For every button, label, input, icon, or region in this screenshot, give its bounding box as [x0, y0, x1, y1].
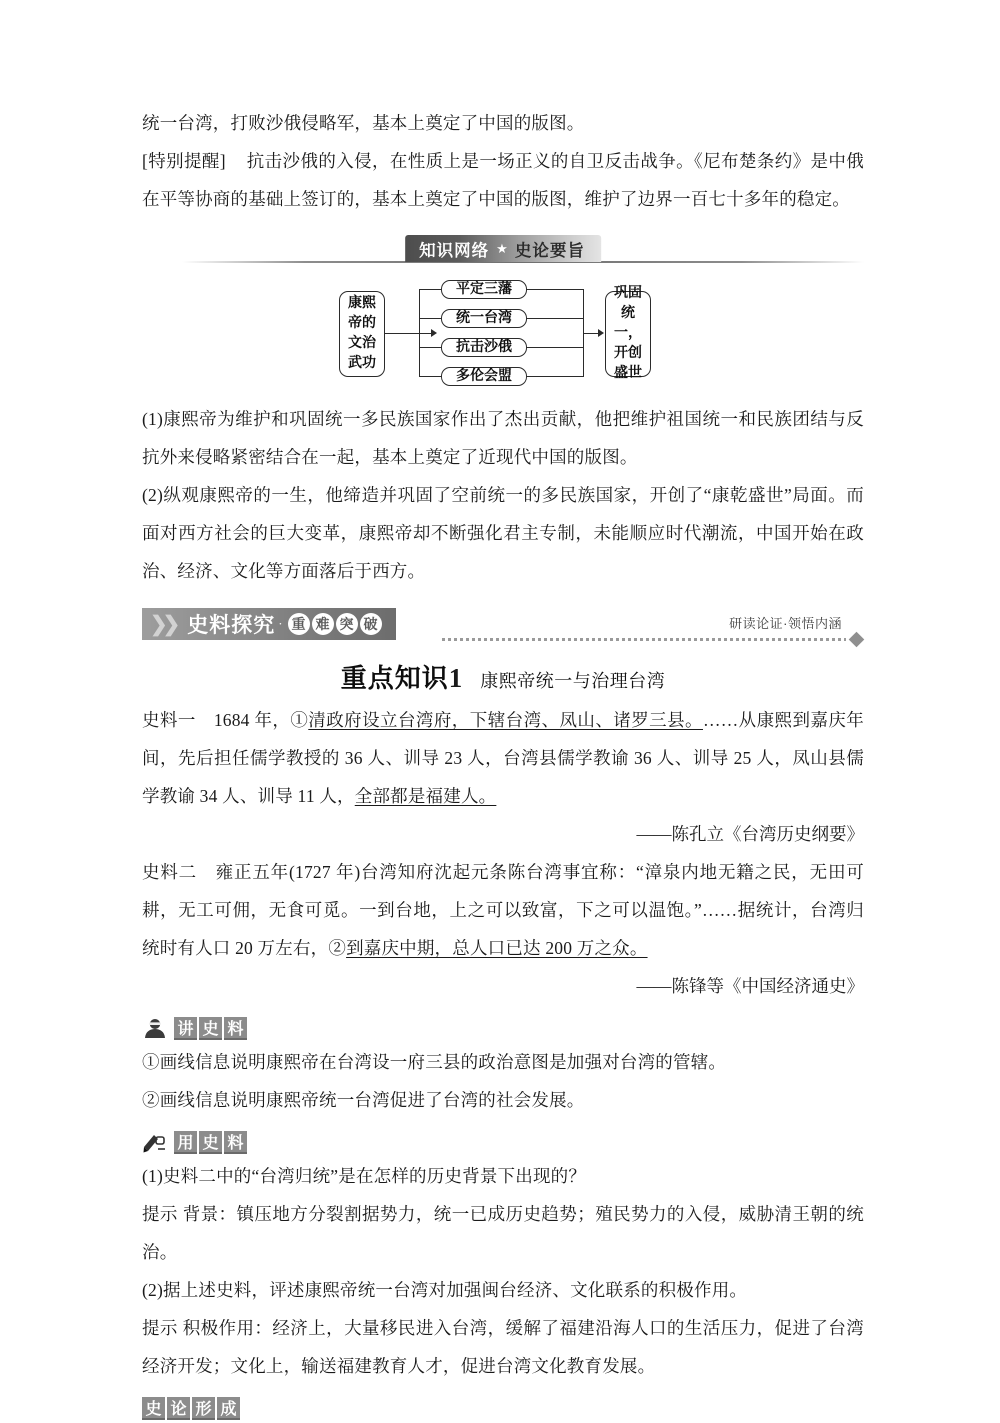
material-1-source: ——陈孔立《台湾历史纲要》: [636, 824, 864, 844]
apply-label-char-1: 史: [199, 1131, 222, 1154]
explain-label-char-0: 讲: [174, 1017, 197, 1040]
apply-label-char-0: 用: [174, 1131, 197, 1154]
diamond-icon: [849, 632, 865, 648]
apply-hint-1: [142, 1195, 864, 1271]
arrow-right-icon: [598, 329, 604, 337]
diagram-left-line-2: 文治: [348, 336, 376, 351]
material-1-marker-1: ①: [290, 710, 309, 730]
arrow-left-icon: [431, 329, 437, 337]
diagram-box-result: [605, 286, 651, 381]
section-dotted-rule: [442, 638, 846, 641]
section-badge-3: 破: [360, 613, 382, 635]
conclusion-label-char-2: 形: [192, 1397, 215, 1420]
connector-left: [385, 333, 431, 334]
material-2-text-a: 雍正五年(1727 年)台湾知府沈起元条陈台湾事宜称：“漳泉内地无籍之民，无田可耕，无工可佣，无食可觅。一到台地，上之可以致富，下之可以温饱。”……据统计，台湾归统时有人口 20 万左右，: [142, 862, 865, 958]
apply-question-1: (1)史料二中的“台湾归统”是在怎样的历史背景下出现的？: [142, 1166, 587, 1186]
explain-line-2: ②画线信息说明康熙帝统一台湾促进了台湾的社会发展。: [142, 1090, 585, 1110]
diagram-right-line-3: 盛世: [614, 366, 642, 381]
banner-tab: [405, 235, 601, 262]
section-badge-1: 难: [312, 613, 334, 635]
material-2-label: 史料二: [142, 862, 198, 882]
section-right-note: 研读论证·领悟内涵: [729, 616, 842, 631]
material-1-text-a: 1684 年，: [213, 710, 291, 730]
knowledge-flow-diagram: [333, 278, 673, 390]
apply-label-row: [142, 1129, 864, 1155]
connector-merge-0: [527, 289, 583, 290]
connector-merge-1: [527, 318, 583, 319]
diagram-left-line-1: 帝的: [348, 316, 376, 331]
conclusion-label-row: [142, 1395, 864, 1421]
page-content: [142, 104, 864, 1423]
section-badge-0: 重: [288, 613, 310, 635]
connector-merge-2: [527, 347, 583, 348]
material-1: [142, 701, 864, 815]
diagram-box-item-2: 抗击沙俄: [441, 338, 527, 357]
material-2: [142, 853, 864, 967]
section-badge-2: 突: [336, 613, 358, 635]
banner-left-label: 知识网络: [419, 241, 490, 260]
connector-branch-0: [419, 289, 441, 290]
diagram-right-line-1: 统一，: [614, 306, 642, 341]
conclusion-label-char-3: 成: [217, 1397, 240, 1420]
diagram-left-line-0: 康熙: [348, 296, 376, 311]
conclusion-label-char-0: 史: [142, 1397, 165, 1420]
key-knowledge-subtitle: 康熙帝统一与治理台湾: [480, 671, 666, 691]
knowledge-network-banner: [142, 232, 864, 266]
diagram-right-line-2: 开创: [614, 346, 642, 361]
apply-hint-2-text: 积极作用：经济上，大量移民进入台湾，缓解了福建沿海人口的生活压力，促进了台湾经济开发；文化上，输送福建教育人才，促进台湾文化教育发展。: [142, 1318, 864, 1376]
special-reminder-text: 抗击沙俄的入侵，在性质上是一场正义的自卫反击战争。《尼布楚条约》是中俄在平等协商的基础上签订的，基本上奠定了中国的版图，维护了边界一百七十多年的稳定。: [142, 151, 864, 209]
diagram-box-source: [339, 291, 385, 377]
connector-branch-1: [419, 318, 441, 319]
diagram-right-line-0: 巩固: [614, 286, 642, 301]
apply-hint-1-label: 提示: [142, 1204, 178, 1224]
apply-hint-2-label: 提示: [142, 1318, 178, 1338]
explain-label-char-1: 史: [199, 1017, 222, 1040]
apply-hint-1-text: 背景：镇压地方分裂割据势力，统一已成历史趋势；殖民势力的入侵，威胁清王朝的统治。: [142, 1204, 864, 1262]
apply-hint-2: [142, 1309, 864, 1385]
star-icon: ★: [496, 240, 508, 256]
diagram-box-item-1: 统一台湾: [441, 309, 527, 328]
apply-question-2: (2)据上述史料，评述康熙帝统一台湾对加强闽台经济、文化联系的积极作用。: [142, 1280, 748, 1300]
material-2-source: ——陈锋等《中国经济通史》: [636, 976, 864, 996]
conclusion-label-char-1: 论: [167, 1397, 190, 1420]
key-knowledge-number: 1: [448, 663, 463, 693]
special-reminder-paragraph: [142, 142, 864, 218]
key-knowledge-title: [142, 658, 864, 695]
gist-item-1: (1)康熙帝为维护和巩固统一多民族国家作出了杰出贡献，他把维护祖国统一和民族团结与反抗外来侵略紧密结合在一起，基本上奠定了近现代中国的版图。: [142, 409, 864, 467]
material-2-underline-1: 到嘉庆中期，总人口已达 200 万之众。: [346, 938, 648, 958]
explain-label-row: [142, 1015, 864, 1041]
connector-spine-left: [419, 289, 420, 377]
explain-line-1: ①画线信息说明康熙帝在台湾设一府三县的政治意图是加强对台湾的管辖。: [142, 1052, 727, 1072]
teacher-icon: [142, 1017, 168, 1039]
material-2-marker-1: ②: [328, 938, 347, 958]
banner-right-label: 史论要旨: [514, 241, 585, 260]
section-header: [142, 608, 864, 648]
material-1-text-b: ……从康熙到嘉庆年间，先后担任儒学教授的 36 人、训导 23 人，台湾县儒学教谕 36 人、训导 25 人，凤山县儒学教谕 34 人、训导 11 人，: [142, 710, 864, 806]
diagram-box-item-3: 多伦会盟: [441, 367, 527, 386]
special-reminder-label: [特别提醒]: [142, 151, 226, 171]
connector-right: [583, 333, 599, 334]
key-knowledge-main: 重点知识: [340, 663, 449, 693]
section-title: 史料探究: [187, 614, 276, 637]
connector-branch-2: [419, 347, 441, 348]
material-1-underline-2: 全部都是福建人。: [354, 786, 497, 806]
double-chevron-icon: ❯❯: [150, 612, 176, 636]
explain-label-char-2: 料: [224, 1017, 247, 1040]
material-1-underline-1: 清政府设立台湾府，下辖台湾、凤山、诸罗三县。: [308, 710, 703, 730]
pen-icon: [142, 1131, 168, 1153]
apply-label-char-2: 料: [224, 1131, 247, 1154]
section-tab: [142, 608, 396, 640]
diagram-box-item-0: 平定三藩: [441, 280, 527, 299]
section-separator-dot: ·: [278, 616, 283, 631]
intro-paragraph: 统一台湾，打败沙俄侵略军，基本上奠定了中国的版图。: [142, 113, 585, 133]
section-badge-row: [288, 613, 382, 635]
material-1-label: 史料一: [142, 710, 196, 730]
connector-merge-3: [527, 376, 583, 377]
gist-item-2: (2)纵观康熙帝的一生，他缔造并巩固了空前统一的多民族国家，开创了“康乾盛世”局面。而面对西方社会的巨大变革，康熙帝却不断强化君主专制，未能顺应时代潮流，中国开始在政治、经济、文化等方面落后于西方。: [142, 485, 864, 581]
diagram-left-line-3: 武功: [348, 356, 376, 371]
connector-branch-3: [419, 376, 441, 377]
